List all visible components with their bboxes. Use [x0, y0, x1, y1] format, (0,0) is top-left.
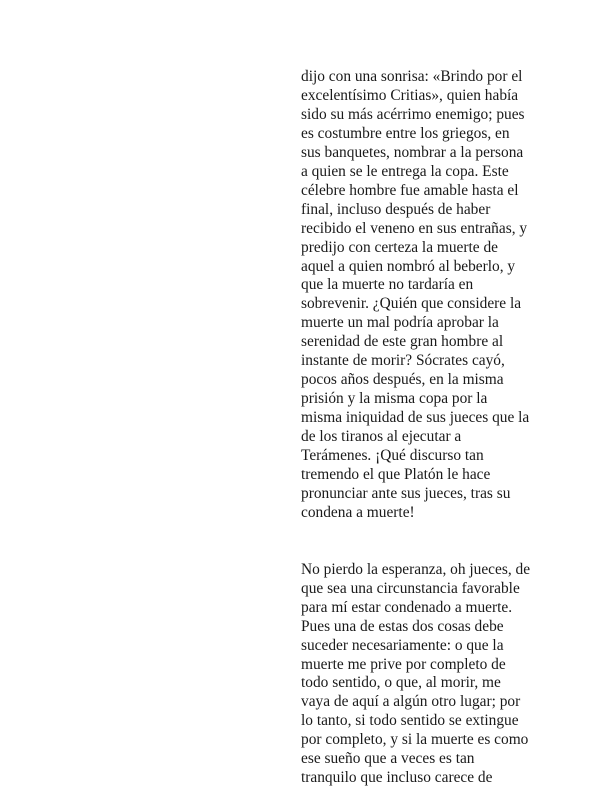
text-line: tremendo el que Platón le hace: [301, 466, 491, 484]
text-line: excelentísimo Critias», quien había: [301, 86, 519, 104]
text-line: pronunciar ante sus jueces, tras su: [301, 484, 511, 502]
paragraph-spacer: [301, 523, 531, 561]
text-line: prisión y la misma copa por la: [301, 390, 488, 408]
text-line: todo sentido, o que, al morir, me: [301, 674, 501, 692]
body-text: [301, 68, 531, 788]
text-line: aquel a quien nombró al beberlo, y: [301, 257, 516, 275]
paragraph-1: [301, 68, 531, 523]
text-line: sobrevenir. ¿Quién que considere la: [301, 295, 522, 313]
text-line: sido su más acérrimo enemigo; pues: [301, 105, 525, 123]
text-line: por completo, y si la muerte es como: [301, 731, 529, 749]
text-line: Pues una de estas dos cosas debe: [301, 617, 504, 635]
text-line: vaya de aquí a algún otro lugar; por: [301, 693, 521, 711]
text-line: muerte un mal podría aprobar la: [301, 314, 499, 332]
text-line: instante de morir? Sócrates cayó,: [301, 352, 505, 370]
text-line: recibido el veneno en sus entrañas, y: [301, 219, 528, 237]
text-line: de los tiranos al ejecutar a: [301, 428, 462, 446]
text-line: que sea una circunstancia favorable: [301, 579, 520, 597]
text-line: muerte me prive por completo de: [301, 655, 506, 673]
text-line: serenidad de este gran hombre al: [301, 333, 504, 351]
text-line: que la muerte no tardaría en: [301, 276, 474, 294]
text-line: suceder necesariamente: o que la: [301, 636, 504, 654]
text-line: a quien se le entrega la copa. Este: [301, 162, 509, 180]
text-line: pocos años después, en la misma: [301, 371, 504, 389]
text-line: lo tanto, si todo sentido se extingue: [301, 712, 519, 730]
text-line: final, incluso después de haber: [301, 200, 491, 218]
text-line: para mí estar condenado a muerte.: [301, 598, 513, 616]
text-line: es costumbre entre los griegos, en: [301, 124, 510, 142]
text-line: dijo con una sonrisa: «Brindo por el: [301, 68, 523, 85]
text-line: célebre hombre fue amable hasta el: [301, 181, 519, 199]
text-line: No pierdo la esperanza, oh jueces, de: [301, 560, 531, 578]
text-line: predijo con certeza la muerte de: [301, 238, 498, 256]
text-line: tranquilo que incluso carece de: [301, 769, 493, 787]
text-line: condena a muerte!: [301, 503, 415, 521]
text-line: misma iniquidad de sus jueces que la: [301, 409, 530, 427]
text-line: Terámenes. ¡Qué discurso tan: [301, 447, 484, 465]
paragraph-2: [301, 561, 531, 788]
text-line: ese sueño que a veces es tan: [301, 750, 475, 768]
text-line: sus banquetes, nombrar a la persona: [301, 143, 524, 161]
